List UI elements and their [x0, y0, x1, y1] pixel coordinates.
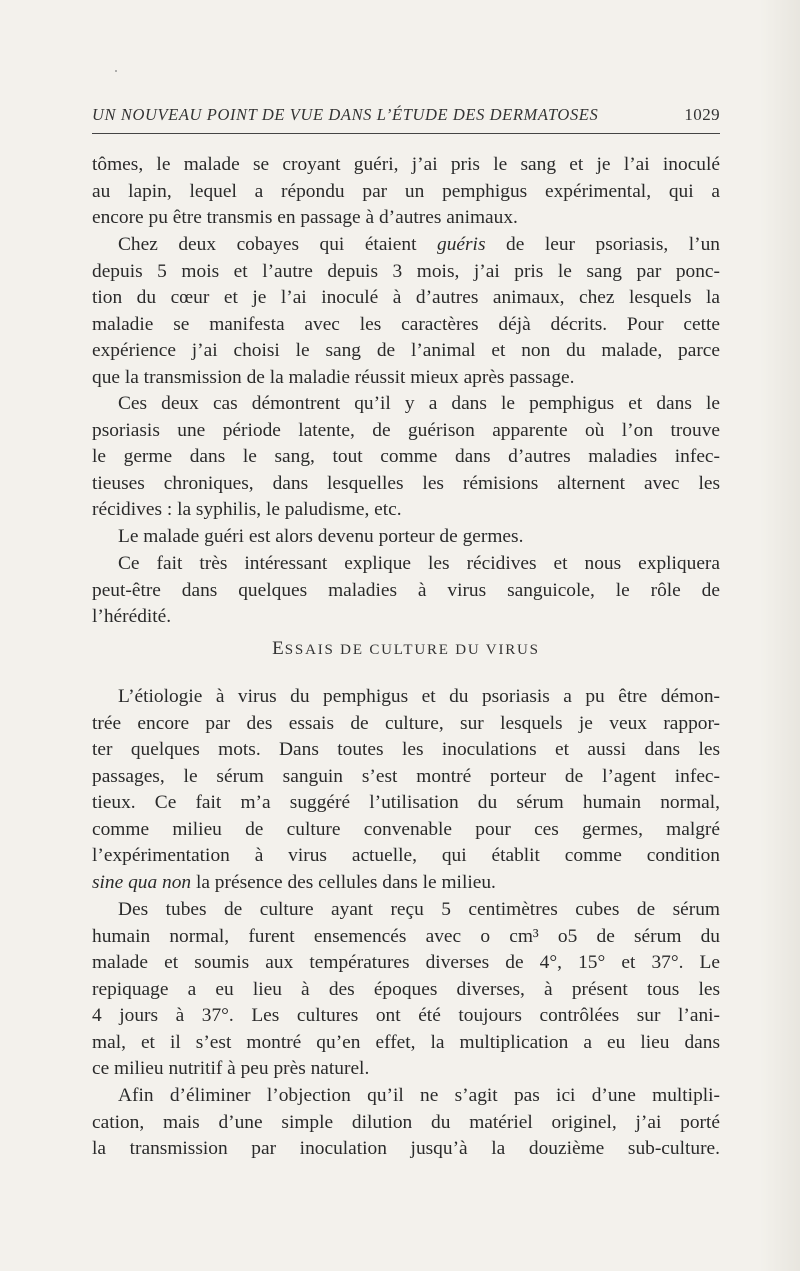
running-title: UN NOUVEAU POINT DE VUE DANS L’ÉTUDE DES DERMATOSES [92, 105, 599, 124]
section-heading [92, 638, 720, 660]
text-line: trée encore par des essais de culture, sur lesquels je veux rappor- [92, 712, 720, 734]
heading-initial: E [272, 638, 285, 659]
text-line: Afin d’éliminer l’objection qu’il ne s’agit pas ici d’une multipli- [118, 1085, 720, 1106]
text-line: la transmission par inoculation jusqu’à la douzième sub-culture. [92, 1138, 720, 1159]
text-line: malade et soumis aux températures diverses de 4°, 15° et 37°. Le [92, 952, 720, 973]
text-line: au lapin, lequel a répondu par un pemphigus expérimental, qui a [92, 180, 720, 202]
text-line: ce milieu nutritif à peu près naturel. [92, 1058, 370, 1079]
text-line: repiquage a eu lieu à des époques diverses, à présent tous les [92, 978, 720, 1000]
text-line: tieuses chroniques, dans lesquelles les rémisions alternent avec les [92, 472, 720, 494]
text-line [92, 232, 720, 259]
heading-rest: SSAIS DE CULTURE DU VIRUS [284, 642, 540, 658]
text-line: Ce fait très intéressant explique les récidives et nous expliquera [118, 553, 720, 574]
paragraph-6 [92, 684, 720, 896]
paragraph-7 [92, 897, 720, 1083]
text-line: passages, le sérum sanguin s’est montré porteur de l’agent infec- [92, 765, 720, 787]
text-run: de leur psoriasis, l’un [506, 234, 720, 255]
paragraph-8 [92, 1083, 720, 1163]
paragraph-1 [92, 152, 720, 232]
text-line: le germe dans le sang, tout comme dans d’autres maladies infec- [92, 446, 720, 467]
text-line: que la transmission de la maladie réussit mieux après passage. [92, 366, 575, 388]
page-number: 1029 [684, 105, 720, 124]
paragraph-2 [92, 232, 720, 391]
text-line [92, 870, 720, 897]
running-header [92, 103, 720, 129]
emphasis-guéris: guéris [437, 234, 486, 255]
text-line: peut-être dans quelques maladies à virus sanguicole, le rôle de [92, 579, 720, 601]
text-line: tômes, le malade se croyant guéri, j’ai pris le sang et je l’ai inoculé [92, 154, 720, 175]
paper-speck [115, 70, 117, 72]
text-run: la présence des cellules dans le milieu. [195, 871, 496, 893]
text-line: Des tubes de culture ayant reçu 5 centimètres cubes de sérum [118, 899, 720, 920]
text-line: tieux. Ce fait m’a suggéré l’utilisation du sérum humain normal, [92, 792, 720, 813]
text-line: tion du cœur et je l’ai inoculé à d’autres animaux, chez lesquels la [92, 287, 720, 308]
text-line: l’hérédité. [92, 606, 172, 627]
text-line: maladie se manifesta avec les caractères déjà décrits. Pour cette [92, 313, 720, 335]
emphasis-sine-qua-non: sine qua non [92, 871, 192, 893]
text-line: depuis 5 mois et l’autre depuis 3 mois, j’ai pris le sang par ponc- [92, 260, 720, 282]
header-rule [92, 133, 720, 134]
text-line: comme milieu de culture convenable pour ces germes, malgré [92, 818, 720, 840]
text-line: l’expérimentation à virus actuelle, qui établit comme condition [92, 845, 720, 866]
text-line: cation, mais d’une simple dilution du matériel originel, j’ai porté [92, 1111, 720, 1133]
text-line: humain normal, furent ensemencés avec o cm³ o5 de sérum du [92, 925, 720, 947]
text-line: encore pu être transmis en passage à d’autres animaux. [92, 207, 518, 228]
text-line: récidives : la syphilis, le paludisme, etc. [92, 499, 402, 520]
paragraph-5 [92, 551, 720, 631]
paragraph-4 [92, 524, 720, 551]
page-edge-shade [760, 0, 800, 1271]
paragraph-3 [92, 391, 720, 524]
text-line: ter quelques mots. Dans toutes les inoculations et aussi dans les [92, 739, 720, 760]
text-line: psoriasis une période latente, de guérison apparente où l’on trouve [92, 419, 720, 441]
text-line: 4 jours à 37°. Les cultures ont été toujours contrôlées sur l’ani- [92, 1005, 720, 1026]
text-run: Chez deux cobayes qui étaient [118, 234, 417, 255]
text-line: Ces deux cas démontrent qu’il y a dans le pemphigus et dans le [118, 393, 720, 414]
text-line: expérience j’ai choisi le sang de l’animal et non du malade, parce [92, 340, 720, 361]
text-line: mal, et il s’est montré qu’en effet, la multiplication a eu lieu dans [92, 1031, 720, 1053]
text-line: Le malade guéri est alors devenu porteur de germes. [118, 526, 524, 547]
text-line: L’étiologie à virus du pemphigus et du psoriasis a pu être démon- [118, 686, 720, 707]
